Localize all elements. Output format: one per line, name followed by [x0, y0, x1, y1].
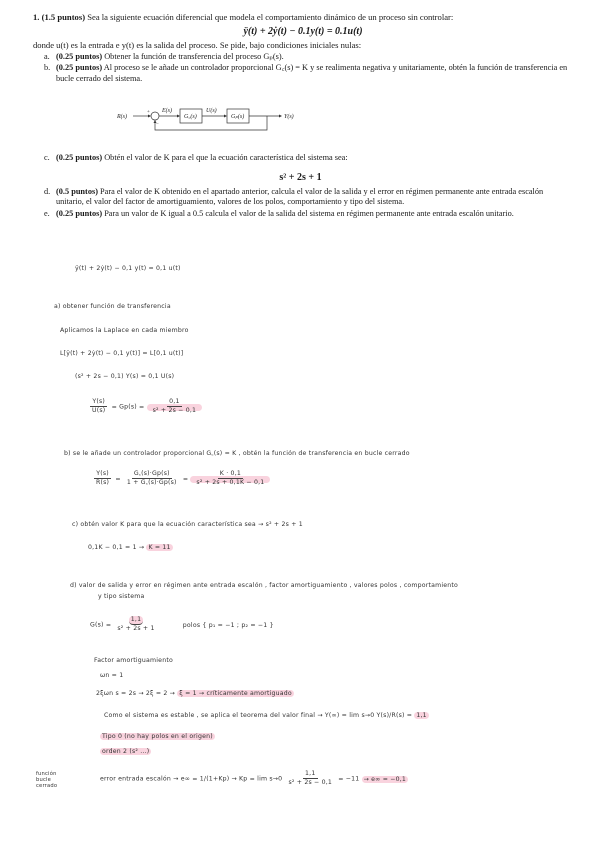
- closed-loop-highlight: $\frac{K \cdot 0,1}{\text{s² + 2s + 0,1K − 0,1}}$: [190, 476, 270, 483]
- note-d-damp-title: Factor amortiguamiento: [94, 657, 173, 664]
- note-a-title: a) obtener función de transferencia: [54, 303, 171, 310]
- control-label: U(s): [206, 108, 217, 114]
- note-d-poles: polos { p₁ = −1 ; p₂ = −1 }: [182, 621, 274, 629]
- note-a-L: L[ÿ(t) + 2ẏ(t) − 0,1 y(t)] = L[0,1 u(t)]: [60, 350, 184, 357]
- item-b: b. (0.25 puntos) Al proceso se le añade un controlador proporcional G꜀(s) = K y se realimenta negativa y unitariamente, obtén la función de transferencia en bucle cerrado del sistema.: [44, 63, 568, 83]
- item-c: c. (0.25 puntos) Obtén el valor de K para el que la ecuación característica del sistema sea:: [44, 153, 348, 162]
- item-d: d. (0.5 puntos) Para el valor de K obtenido en el apartado anterior, calcula el valor de la salida y el error en régimen permanente ante entrada escalón unitario, el valor del factor de amortiguamiento, valores de los polos, comportamiento y tipo del sistema.: [44, 187, 544, 207]
- tf-lhs: $\frac{Y(s)}{U(s)}$: [92, 398, 106, 414]
- note-b-text: b) se le añade un controlador proporcional G꜀(s) = K , obtén la función de transferencia en bucle cerrado: [64, 450, 410, 457]
- item-a: a. (0.25 puntos) Obtener la función de transferencia del proceso Gₚ(s).: [44, 52, 284, 61]
- question-statement: [33, 12, 573, 84]
- note-b-tf: $\frac{Y(s)}{R(s)}$ = $\frac{G꜀(s)\cdot Gp(s)}{1 + G꜀(s)\cdot Gp(s)}$ = $\frac{K \cdot 0,1}{\text{s² + 2s + 0,1K − 0,1}}$: [92, 470, 270, 487]
- note-d-text2: y tipo sistema: [98, 593, 145, 600]
- controller-label: G꜀(s): [184, 114, 197, 120]
- where-text: donde u(t) es la entrada e y(t) es la salida del proceso. Se pide, bajo condiciones iniciales nulas:: [33, 40, 362, 50]
- question-number: 1.: [33, 12, 40, 22]
- xi-highlight: ξ = 1 → críticamente amortiguado: [179, 690, 292, 697]
- summing-junction: [151, 112, 159, 120]
- note-ode: ÿ(t) + 2ẏ(t) − 0,1 y(t) = 0,1 u(t): [75, 265, 181, 272]
- final-value-highlight: 1,1: [416, 712, 427, 719]
- question-statement-cont: [33, 152, 573, 163]
- block-diagram: [117, 104, 307, 134]
- item-e: e. (0.25 puntos) Para un valor de K igual a 0.5 calcula el valor de la salida del sistema en régimen permanente ante entrada escalón unitario.: [44, 208, 514, 218]
- input-label: R(s): [117, 114, 127, 120]
- feedback-path: [155, 116, 267, 130]
- note-a-laplace: Aplicamos la Laplace en cada miembro: [60, 327, 189, 334]
- output-label: Y(s): [284, 114, 294, 120]
- side-note: función bucle cerrado: [36, 771, 58, 789]
- sum-minus: −: [156, 122, 159, 127]
- note-d-orden: orden 2 (s² ...): [102, 748, 150, 755]
- characteristic-equation: s² + 2s + 1: [279, 172, 322, 183]
- control-arrowhead: [224, 115, 227, 118]
- question-intro: Sea la siguiente ecuación diferencial que modela el comportamiento dinámico de un proceso sin controlar:: [87, 12, 454, 22]
- note-d-wn: ωn = 1: [100, 672, 124, 679]
- note-e-error: error entrada escalón → e∞ = 1/(1+Kp) → Kp = lim s→0 $\frac{1,1}{\text{s² + 2s − 0,1}}$ = −11 → e∞ = −0,1: [100, 770, 407, 786]
- note-d-text: d) valor de salida y error en régimen ante entrada escalón , factor amortiguamiento , valores polos , comportamiento: [70, 582, 459, 589]
- note-d-G: G(s) = $\frac{1,1}{\text{s² + 2s + 1}}$ polos { p₁ = −1 ; p₂ = −1 }: [90, 616, 274, 632]
- note-d-tipo: Tipo 0 (no hay polos en el origen): [102, 733, 213, 740]
- note-a-tf: $\frac{Y(s)}{U(s)}$ = Gp(s) = $\frac{0,1}{\text{s² + 2s − 0,1}}$: [88, 398, 202, 415]
- sum-plus: +: [147, 110, 150, 115]
- k-result-highlight: K = 11: [148, 544, 171, 551]
- note-d-xi: 2ξωn s = 2s → 2ξ = 2 → ξ = 1 → críticamente amortiguado: [96, 690, 292, 697]
- error-result-highlight: → e∞ = −0,1: [363, 775, 407, 783]
- differential-equation: ÿ(t) + 2ẏ(t) − 0.1y(t) = 0.1u(t): [243, 26, 363, 37]
- note-d-final: Como el sistema es estable , se aplica el teorema del valor final → Y(∞) = lim s→0 Y(s)/R(s) = 1,1: [104, 712, 427, 719]
- question-statement-cont2: [33, 186, 573, 219]
- error-label: E(s): [162, 108, 172, 114]
- tf-result-highlight: [147, 398, 203, 414]
- note-c-text: c) obtén valor K para que la ecuación característica sea → s² + 2s + 1: [72, 521, 303, 528]
- question-points: (1.5 puntos): [41, 12, 86, 22]
- tf-rhs: $\frac{0,1}{\text{s² + 2s − 0,1}}$: [152, 398, 197, 414]
- error-arrowhead: [177, 115, 180, 118]
- note-c-calc: 0,1K − 0,1 = 1 → K = 11: [88, 544, 171, 551]
- output-arrowhead: [279, 115, 282, 118]
- plant-label: Gₚ(s): [231, 114, 245, 120]
- note-a-s: (s² + 2s − 0,1) Y(s) = 0,1 U(s): [75, 373, 175, 380]
